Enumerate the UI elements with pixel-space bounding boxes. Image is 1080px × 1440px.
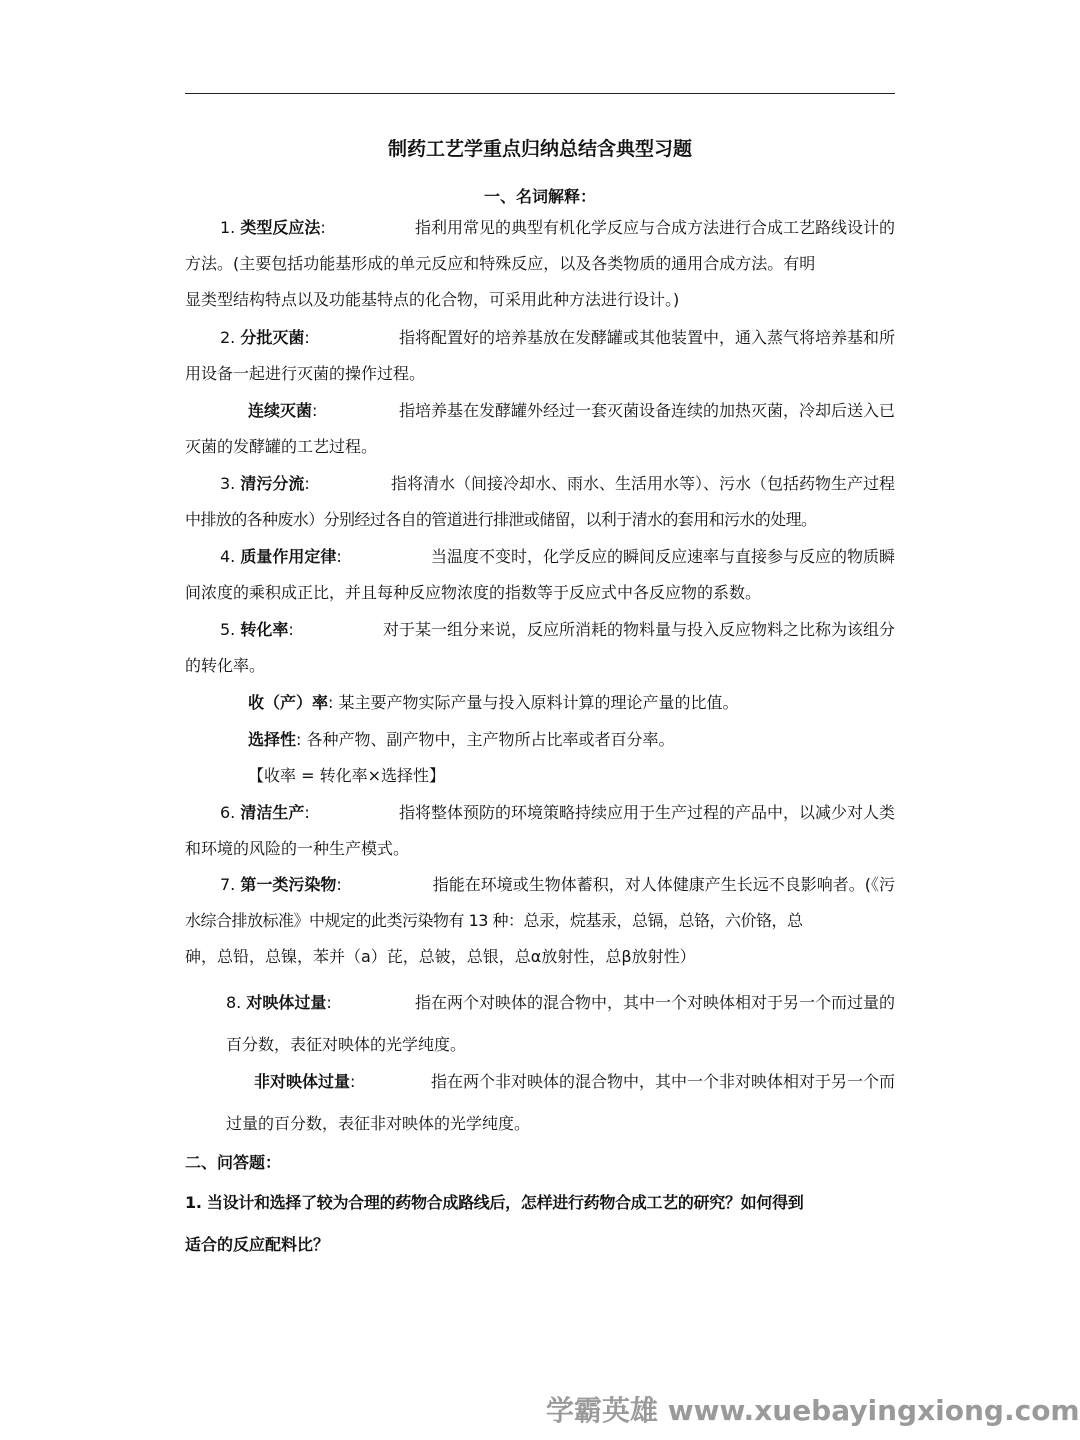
page-title: 制药工艺学重点归纳总结含典型习题	[387, 138, 692, 160]
glossary-item-4: 4. 质量作用定律: 当温度不变时，化学反应的瞬间反应速率与直接参与反应的物质瞬 间浓度的乘积成正比，并且每种反应物浓度的指数等于反应式中各反应物的系数。	[185, 547, 895, 602]
term-label: 分批灭菌	[240, 328, 305, 347]
glossary-item-3: 3. 清污分流: 指将清水（间接冷却水、雨水、生活用水等）、污水（包括药物生产过程 中排放的各种废水）分别经过各自的管道进行排泄或储留，以利于清水的套用和污水的处理。	[185, 474, 895, 529]
term-label: 清污分流	[240, 474, 305, 493]
glossary-item-8b: 非对映体过量: 指在两个非对映体的混合物中，其中一个非对映体相对于另一个而 过量的百分数，表征非对映体的光学纯度。	[226, 1072, 895, 1133]
section-heading-qa: 二、问答题：	[185, 1153, 282, 1172]
glossary-item-6: 6. 清洁生产: 指将整体预防的环境策略持续应用于生产过程的产品中，以减少对人类 和环境的风险的一种生产模式。	[185, 803, 895, 858]
glossary-item-1: 1. 类型反应法: 指利用常见的典型有机化学反应与合成方法进行合成工艺路线设计的 方法。(主要包括功能基形成的单元反应和特殊反应，以及各类物质的通用合成方法。有明 显类型结构特点以及功能基特点的化合物，可采用此种方法进行设计。)	[185, 210, 895, 318]
question-1: 1. 当设计和选择了较为合理的药物合成路线后，怎样进行药物合成工艺的研究？如何得到 适合的反应配料比？	[185, 1193, 804, 1254]
glossary-item-7: 7. 第一类污染物: 指能在环境或生物体蓄积，对人体健康产生长远不良影响者。(《污 水综合排放标准》中规定的此类污染物有 13 种：总汞，烷基汞，总镉，总铬，六价铬，总 砷，总铅，总镍，苯并（a）芘，总铍，总银，总α放射性，总β放射性）	[185, 875, 895, 966]
term-label: 第一类污染物	[240, 875, 337, 894]
glossary-item-1-line-1: 1. 类型反应法: 指利用常见的典型有机化学反应与合成方法进行合成工艺路线设计的	[220, 218, 895, 237]
glossary-item-5-yield: 收（产）率: 某主要产物实际产量与投入原料计算的理论产量的比值。	[248, 693, 739, 712]
glossary-item-8: 8. 对映体过量: 指在两个对映体的混合物中，其中一个对映体相对于另一个而过量的 百分数，表征对映体的光学纯度。	[226, 993, 895, 1054]
term-label: 非对映体过量	[254, 1072, 351, 1091]
yield-formula: 【收率 = 转化率×选择性】	[248, 766, 445, 785]
section-heading-glossary: 一、名词解释：	[483, 187, 596, 206]
header-rule	[185, 93, 895, 94]
glossary-item-5: 5. 转化率: 对于某一组分来说，反应所消耗的物料量与投入反应物料之比称为该组分 的转化率。	[185, 620, 895, 675]
glossary-item-2b: 连续灭菌: 指培养基在发酵罐外经过一套灭菌设备连续的加热灭菌，冷却后送入已 灭菌的发酵罐的工艺过程。	[185, 401, 895, 456]
glossary-item-5-selectivity: 选择性: 各种产物、副产物中，主产物所占比率或者百分率。	[248, 730, 675, 749]
term-label: 转化率	[240, 620, 289, 639]
term-label: 类型反应法	[240, 218, 321, 237]
glossary-item-2: 2. 分批灭菌: 指将配置好的培养基放在发酵罐或其他装置中，通入蒸气将培养基和所 用设备一起进行灭菌的操作过程。	[185, 328, 895, 383]
term-label: 对映体过量	[246, 993, 327, 1012]
term-label: 连续灭菌	[248, 401, 313, 420]
term-label: 收（产）率	[248, 693, 329, 712]
term-label: 质量作用定律	[240, 547, 337, 566]
term-label: 选择性	[248, 730, 297, 749]
watermark-text: 学霸英雄 www.xuebayingxiong.com	[546, 1394, 1080, 1427]
term-label: 清洁生产	[240, 803, 305, 822]
